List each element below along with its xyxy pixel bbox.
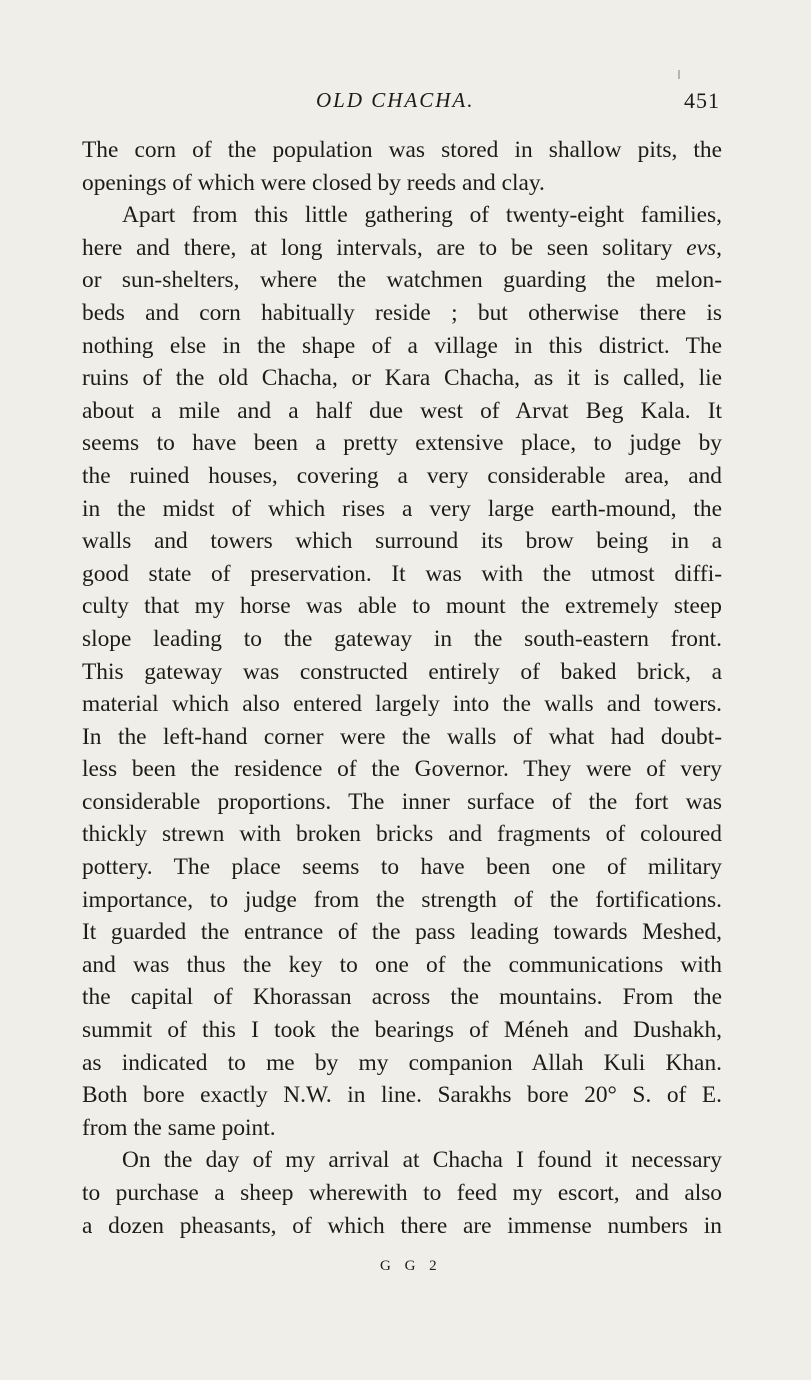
text-line: culty that my horse was able to mount the extremely steep [82,593,722,620]
text-line: thickly strewn with broken bricks and fragments of coloured [82,821,722,848]
text-line: seems to have been a pretty extensive place, to judge by [82,430,722,457]
signature-mark: G G 2 [380,1258,442,1274]
running-head [0,88,811,118]
text-line: here and there, at long intervals, are to be seen solitary evs, [82,234,722,261]
text-line: This gateway was constructed entirely of baked brick, a [82,658,722,685]
text-line: to purchase a sheep wherewith to feed my escort, and also [82,1180,722,1206]
text-line: openings of which were closed by reeds and clay. [82,169,545,196]
text-line: less been the residence of the Governor. They were of very [82,756,722,783]
text-line: the capital of Khorassan across the mountains. From the [82,984,722,1011]
text-line: from the same point. [82,1114,276,1141]
italic-term: evs [686,234,717,261]
text-line: beds and corn habitually reside ; but otherwise there is [82,299,722,326]
text-line: the ruined houses, covering a very considerable area, and [82,462,722,489]
text-line: The corn of the population was stored in shallow pits, the [82,137,722,163]
text-line: material which also entered largely into the walls and towers. [82,691,722,718]
text-line: pottery. The place seems to have been one of military [82,854,722,881]
text-line: walls and towers which surround its brow being in a [82,528,722,555]
text-line: or sun-shelters, where the watchmen guarding the melon- [82,267,722,294]
text-line: a dozen pheasants, of which there are immense numbers in [82,1212,722,1239]
text-line: slope leading to the gateway in the south-eastern front. [82,625,722,652]
text-line: On the day of my arrival at Chacha I found it necessary [122,1147,722,1174]
text-line: about a mile and a half due west of Arvat Beg Kala. It [82,397,722,424]
text-line: summit of this I took the bearings of Méneh and Dushakh, [82,1017,722,1044]
running-head-title: OLD CHACHA. [316,88,475,112]
text-line: Both bore exactly N.W. in line. Sarakhs bore 20° S. of E. [82,1082,722,1109]
body-text [82,134,722,1242]
text-line: as indicated to me by my companion Allah Kuli Khan. [82,1049,722,1076]
text-line: In the left-hand corner were the walls of what had doubt- [82,723,722,750]
text-line: It guarded the entrance of the pass leading towards Meshed, [82,919,722,946]
page-number: 451 [684,88,720,113]
text-line: importance, to judge from the strength of the fortifications. [82,886,722,913]
text-line: and was thus the key to one of the communications with [82,951,722,978]
text-line: considerable proportions. The inner surface of the fort was [82,788,722,815]
ink-mark [678,70,680,79]
text-line: good state of preservation. It was with the utmost diffi- [82,560,722,587]
text-line: Apart from this little gathering of twenty-eight families, [122,202,722,229]
text-line: nothing else in the shape of a village in this district. The [82,332,722,359]
text-line: ruins of the old Chacha, or Kara Chacha, as it is called, lie [82,365,722,392]
text-line: in the midst of which rises a very large earth-mound, the [82,495,722,522]
